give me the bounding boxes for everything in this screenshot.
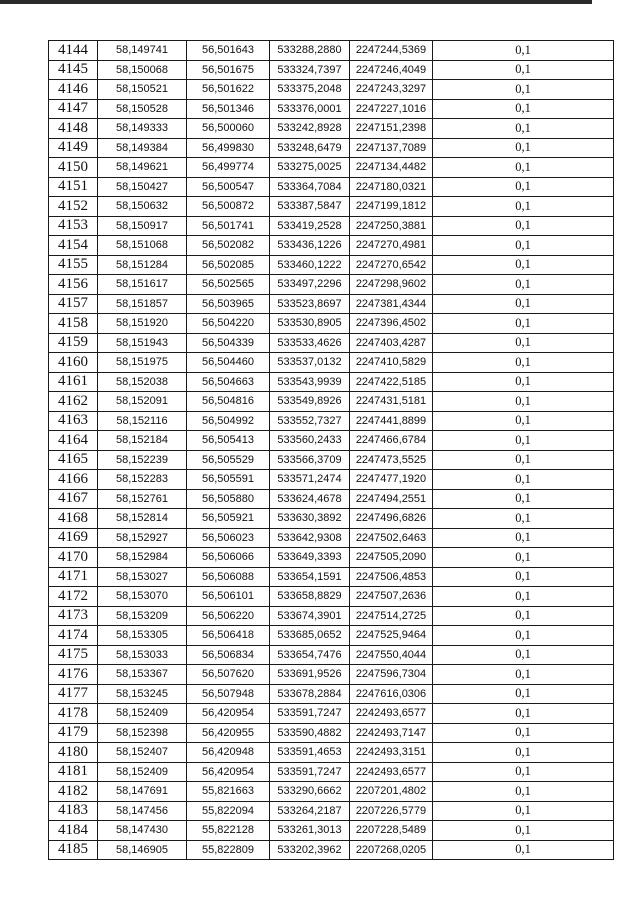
latitude-cell: 58,153027 bbox=[98, 567, 187, 587]
longitude-cell: 56,505921 bbox=[187, 509, 270, 529]
point-number-cell: 4167 bbox=[49, 489, 98, 509]
point-number-cell: 4162 bbox=[49, 392, 98, 412]
latitude-cell: 58,151284 bbox=[98, 255, 187, 275]
accuracy-cell: 0,1 bbox=[433, 782, 614, 802]
accuracy-cell: 0,1 bbox=[433, 743, 614, 763]
longitude-cell: 56,504460 bbox=[187, 353, 270, 373]
y-coordinate-cell: 2207201,4802 bbox=[350, 782, 433, 802]
table-row bbox=[49, 158, 614, 178]
latitude-cell: 58,147456 bbox=[98, 801, 187, 821]
y-coordinate-cell: 2247494,2551 bbox=[350, 489, 433, 509]
table-row bbox=[49, 314, 614, 334]
accuracy-cell: 0,1 bbox=[433, 528, 614, 548]
x-coordinate-cell: 533649,3393 bbox=[270, 548, 350, 568]
y-coordinate-cell: 2242493,6577 bbox=[350, 704, 433, 724]
x-coordinate-cell: 533261,3013 bbox=[270, 821, 350, 841]
table-row bbox=[49, 294, 614, 314]
longitude-cell: 56,420948 bbox=[187, 743, 270, 763]
x-coordinate-cell: 533566,3709 bbox=[270, 450, 350, 470]
table-row bbox=[49, 99, 614, 119]
y-coordinate-cell: 2242493,3151 bbox=[350, 743, 433, 763]
y-coordinate-cell: 2207268,0205 bbox=[350, 840, 433, 860]
longitude-cell: 56,420955 bbox=[187, 723, 270, 743]
longitude-cell: 56,500547 bbox=[187, 177, 270, 197]
latitude-cell: 58,147691 bbox=[98, 782, 187, 802]
coordinates-table bbox=[48, 40, 614, 860]
table-row bbox=[49, 684, 614, 704]
coordinates-table-body bbox=[49, 41, 614, 860]
point-number-cell: 4181 bbox=[49, 762, 98, 782]
x-coordinate-cell: 533685,0652 bbox=[270, 626, 350, 646]
y-coordinate-cell: 2207226,5779 bbox=[350, 801, 433, 821]
point-number-cell: 4175 bbox=[49, 645, 98, 665]
y-coordinate-cell: 2247227,1016 bbox=[350, 99, 433, 119]
y-coordinate-cell: 2247422,5185 bbox=[350, 372, 433, 392]
point-number-cell: 4165 bbox=[49, 450, 98, 470]
point-number-cell: 4166 bbox=[49, 470, 98, 490]
point-number-cell: 4184 bbox=[49, 821, 98, 841]
accuracy-cell: 0,1 bbox=[433, 275, 614, 295]
latitude-cell: 58,152409 bbox=[98, 762, 187, 782]
x-coordinate-cell: 533248,6479 bbox=[270, 138, 350, 158]
longitude-cell: 56,506418 bbox=[187, 626, 270, 646]
longitude-cell: 56,504220 bbox=[187, 314, 270, 334]
x-coordinate-cell: 533537,0132 bbox=[270, 353, 350, 373]
x-coordinate-cell: 533691,9526 bbox=[270, 665, 350, 685]
latitude-cell: 58,153245 bbox=[98, 684, 187, 704]
x-coordinate-cell: 533436,1226 bbox=[270, 236, 350, 256]
y-coordinate-cell: 2247505,2090 bbox=[350, 548, 433, 568]
accuracy-cell: 0,1 bbox=[433, 60, 614, 80]
x-coordinate-cell: 533202,3962 bbox=[270, 840, 350, 860]
longitude-cell: 56,506220 bbox=[187, 606, 270, 626]
latitude-cell: 58,150521 bbox=[98, 80, 187, 100]
point-number-cell: 4161 bbox=[49, 372, 98, 392]
accuracy-cell: 0,1 bbox=[433, 372, 614, 392]
latitude-cell: 58,149621 bbox=[98, 158, 187, 178]
top-border-line bbox=[0, 0, 592, 4]
point-number-cell: 4151 bbox=[49, 177, 98, 197]
point-number-cell: 4177 bbox=[49, 684, 98, 704]
x-coordinate-cell: 533591,4653 bbox=[270, 743, 350, 763]
x-coordinate-cell: 533674,3901 bbox=[270, 606, 350, 626]
y-coordinate-cell: 2247514,2725 bbox=[350, 606, 433, 626]
table-row bbox=[49, 216, 614, 236]
point-number-cell: 4159 bbox=[49, 333, 98, 353]
longitude-cell: 56,506088 bbox=[187, 567, 270, 587]
latitude-cell: 58,153305 bbox=[98, 626, 187, 646]
x-coordinate-cell: 533630,3892 bbox=[270, 509, 350, 529]
y-coordinate-cell: 2247243,3297 bbox=[350, 80, 433, 100]
table-row bbox=[49, 528, 614, 548]
point-number-cell: 4156 bbox=[49, 275, 98, 295]
accuracy-cell: 0,1 bbox=[433, 294, 614, 314]
x-coordinate-cell: 533654,7476 bbox=[270, 645, 350, 665]
accuracy-cell: 0,1 bbox=[433, 704, 614, 724]
y-coordinate-cell: 2247250,3881 bbox=[350, 216, 433, 236]
accuracy-cell: 0,1 bbox=[433, 431, 614, 451]
longitude-cell: 56,500060 bbox=[187, 119, 270, 139]
latitude-cell: 58,151975 bbox=[98, 353, 187, 373]
point-number-cell: 4171 bbox=[49, 567, 98, 587]
longitude-cell: 56,502082 bbox=[187, 236, 270, 256]
point-number-cell: 4178 bbox=[49, 704, 98, 724]
table-row bbox=[49, 821, 614, 841]
latitude-cell: 58,149333 bbox=[98, 119, 187, 139]
point-number-cell: 4179 bbox=[49, 723, 98, 743]
table-row bbox=[49, 177, 614, 197]
point-number-cell: 4148 bbox=[49, 119, 98, 139]
y-coordinate-cell: 2242493,6577 bbox=[350, 762, 433, 782]
longitude-cell: 56,501622 bbox=[187, 80, 270, 100]
table-row bbox=[49, 840, 614, 860]
x-coordinate-cell: 533523,8697 bbox=[270, 294, 350, 314]
accuracy-cell: 0,1 bbox=[433, 314, 614, 334]
table-row bbox=[49, 723, 614, 743]
x-coordinate-cell: 533549,8926 bbox=[270, 392, 350, 412]
point-number-cell: 4158 bbox=[49, 314, 98, 334]
y-coordinate-cell: 2247473,5525 bbox=[350, 450, 433, 470]
table-row bbox=[49, 665, 614, 685]
y-coordinate-cell: 2247410,5829 bbox=[350, 353, 433, 373]
table-row bbox=[49, 645, 614, 665]
accuracy-cell: 0,1 bbox=[433, 723, 614, 743]
latitude-cell: 58,151617 bbox=[98, 275, 187, 295]
longitude-cell: 56,505880 bbox=[187, 489, 270, 509]
accuracy-cell: 0,1 bbox=[433, 762, 614, 782]
point-number-cell: 4168 bbox=[49, 509, 98, 529]
x-coordinate-cell: 533642,9308 bbox=[270, 528, 350, 548]
y-coordinate-cell: 2247431,5181 bbox=[350, 392, 433, 412]
point-number-cell: 4154 bbox=[49, 236, 98, 256]
accuracy-cell: 0,1 bbox=[433, 177, 614, 197]
latitude-cell: 58,147430 bbox=[98, 821, 187, 841]
accuracy-cell: 0,1 bbox=[433, 821, 614, 841]
point-number-cell: 4157 bbox=[49, 294, 98, 314]
point-number-cell: 4164 bbox=[49, 431, 98, 451]
table-row bbox=[49, 606, 614, 626]
longitude-cell: 56,420954 bbox=[187, 762, 270, 782]
longitude-cell: 55,821663 bbox=[187, 782, 270, 802]
x-coordinate-cell: 533591,7247 bbox=[270, 704, 350, 724]
y-coordinate-cell: 2247496,6826 bbox=[350, 509, 433, 529]
latitude-cell: 58,152409 bbox=[98, 704, 187, 724]
x-coordinate-cell: 533264,2187 bbox=[270, 801, 350, 821]
latitude-cell: 58,150917 bbox=[98, 216, 187, 236]
point-number-cell: 4160 bbox=[49, 353, 98, 373]
accuracy-cell: 0,1 bbox=[433, 255, 614, 275]
y-coordinate-cell: 2247396,4502 bbox=[350, 314, 433, 334]
table-row bbox=[49, 41, 614, 61]
table-row bbox=[49, 138, 614, 158]
x-coordinate-cell: 533654,1591 bbox=[270, 567, 350, 587]
table-row bbox=[49, 60, 614, 80]
accuracy-cell: 0,1 bbox=[433, 353, 614, 373]
x-coordinate-cell: 533543,9939 bbox=[270, 372, 350, 392]
longitude-cell: 56,506834 bbox=[187, 645, 270, 665]
table-row bbox=[49, 431, 614, 451]
point-number-cell: 4153 bbox=[49, 216, 98, 236]
accuracy-cell: 0,1 bbox=[433, 626, 614, 646]
latitude-cell: 58,152814 bbox=[98, 509, 187, 529]
y-coordinate-cell: 2247199,1812 bbox=[350, 197, 433, 217]
accuracy-cell: 0,1 bbox=[433, 567, 614, 587]
table-row bbox=[49, 743, 614, 763]
y-coordinate-cell: 2247298,9602 bbox=[350, 275, 433, 295]
y-coordinate-cell: 2247596,7304 bbox=[350, 665, 433, 685]
y-coordinate-cell: 2247381,4344 bbox=[350, 294, 433, 314]
y-coordinate-cell: 2242493,7147 bbox=[350, 723, 433, 743]
x-coordinate-cell: 533571,2474 bbox=[270, 470, 350, 490]
latitude-cell: 58,146905 bbox=[98, 840, 187, 860]
table-row bbox=[49, 119, 614, 139]
latitude-cell: 58,153367 bbox=[98, 665, 187, 685]
latitude-cell: 58,150632 bbox=[98, 197, 187, 217]
table-row bbox=[49, 275, 614, 295]
longitude-cell: 56,420954 bbox=[187, 704, 270, 724]
latitude-cell: 58,153033 bbox=[98, 645, 187, 665]
accuracy-cell: 0,1 bbox=[433, 645, 614, 665]
table-row bbox=[49, 333, 614, 353]
point-number-cell: 4169 bbox=[49, 528, 98, 548]
point-number-cell: 4149 bbox=[49, 138, 98, 158]
accuracy-cell: 0,1 bbox=[433, 548, 614, 568]
longitude-cell: 55,822809 bbox=[187, 840, 270, 860]
accuracy-cell: 0,1 bbox=[433, 489, 614, 509]
x-coordinate-cell: 533324,7397 bbox=[270, 60, 350, 80]
y-coordinate-cell: 2247134,4482 bbox=[350, 158, 433, 178]
x-coordinate-cell: 533591,7247 bbox=[270, 762, 350, 782]
accuracy-cell: 0,1 bbox=[433, 509, 614, 529]
table-row bbox=[49, 762, 614, 782]
point-number-cell: 4180 bbox=[49, 743, 98, 763]
latitude-cell: 58,152091 bbox=[98, 392, 187, 412]
accuracy-cell: 0,1 bbox=[433, 236, 614, 256]
x-coordinate-cell: 533376,0001 bbox=[270, 99, 350, 119]
x-coordinate-cell: 533552,7327 bbox=[270, 411, 350, 431]
y-coordinate-cell: 2207228,5489 bbox=[350, 821, 433, 841]
accuracy-cell: 0,1 bbox=[433, 333, 614, 353]
y-coordinate-cell: 2247403,4287 bbox=[350, 333, 433, 353]
table-row bbox=[49, 587, 614, 607]
x-coordinate-cell: 533590,4882 bbox=[270, 723, 350, 743]
x-coordinate-cell: 533290,6662 bbox=[270, 782, 350, 802]
x-coordinate-cell: 533497,2296 bbox=[270, 275, 350, 295]
longitude-cell: 56,504339 bbox=[187, 333, 270, 353]
longitude-cell: 56,502085 bbox=[187, 255, 270, 275]
latitude-cell: 58,152407 bbox=[98, 743, 187, 763]
table-row bbox=[49, 509, 614, 529]
accuracy-cell: 0,1 bbox=[433, 470, 614, 490]
longitude-cell: 56,504992 bbox=[187, 411, 270, 431]
x-coordinate-cell: 533533,4626 bbox=[270, 333, 350, 353]
point-number-cell: 4147 bbox=[49, 99, 98, 119]
longitude-cell: 56,499830 bbox=[187, 138, 270, 158]
y-coordinate-cell: 2247616,0306 bbox=[350, 684, 433, 704]
table-row bbox=[49, 255, 614, 275]
latitude-cell: 58,152283 bbox=[98, 470, 187, 490]
latitude-cell: 58,152398 bbox=[98, 723, 187, 743]
y-coordinate-cell: 2247270,4981 bbox=[350, 236, 433, 256]
latitude-cell: 58,150068 bbox=[98, 60, 187, 80]
y-coordinate-cell: 2247270,6542 bbox=[350, 255, 433, 275]
latitude-cell: 58,150427 bbox=[98, 177, 187, 197]
x-coordinate-cell: 533678,2884 bbox=[270, 684, 350, 704]
table-row bbox=[49, 470, 614, 490]
y-coordinate-cell: 2247151,2398 bbox=[350, 119, 433, 139]
x-coordinate-cell: 533460,1222 bbox=[270, 255, 350, 275]
table-row bbox=[49, 567, 614, 587]
longitude-cell: 56,505529 bbox=[187, 450, 270, 470]
latitude-cell: 58,151920 bbox=[98, 314, 187, 334]
y-coordinate-cell: 2247502,6463 bbox=[350, 528, 433, 548]
table-row bbox=[49, 782, 614, 802]
y-coordinate-cell: 2247137,7089 bbox=[350, 138, 433, 158]
latitude-cell: 58,149384 bbox=[98, 138, 187, 158]
table-row bbox=[49, 704, 614, 724]
table-row bbox=[49, 801, 614, 821]
y-coordinate-cell: 2247525,9464 bbox=[350, 626, 433, 646]
table-row bbox=[49, 80, 614, 100]
latitude-cell: 58,152761 bbox=[98, 489, 187, 509]
table-row bbox=[49, 548, 614, 568]
x-coordinate-cell: 533275,0025 bbox=[270, 158, 350, 178]
x-coordinate-cell: 533530,8905 bbox=[270, 314, 350, 334]
point-number-cell: 4163 bbox=[49, 411, 98, 431]
longitude-cell: 56,505591 bbox=[187, 470, 270, 490]
table-row bbox=[49, 450, 614, 470]
accuracy-cell: 0,1 bbox=[433, 138, 614, 158]
latitude-cell: 58,152927 bbox=[98, 528, 187, 548]
accuracy-cell: 0,1 bbox=[433, 41, 614, 61]
point-number-cell: 4152 bbox=[49, 197, 98, 217]
x-coordinate-cell: 533288,2880 bbox=[270, 41, 350, 61]
latitude-cell: 58,149741 bbox=[98, 41, 187, 61]
accuracy-cell: 0,1 bbox=[433, 216, 614, 236]
table-row bbox=[49, 236, 614, 256]
latitude-cell: 58,152239 bbox=[98, 450, 187, 470]
point-number-cell: 4150 bbox=[49, 158, 98, 178]
accuracy-cell: 0,1 bbox=[433, 119, 614, 139]
accuracy-cell: 0,1 bbox=[433, 840, 614, 860]
latitude-cell: 58,152184 bbox=[98, 431, 187, 451]
longitude-cell: 56,499774 bbox=[187, 158, 270, 178]
y-coordinate-cell: 2247466,6784 bbox=[350, 431, 433, 451]
table-row bbox=[49, 392, 614, 412]
table-row bbox=[49, 411, 614, 431]
point-number-cell: 4185 bbox=[49, 840, 98, 860]
latitude-cell: 58,151068 bbox=[98, 236, 187, 256]
table-row bbox=[49, 197, 614, 217]
y-coordinate-cell: 2247477,1920 bbox=[350, 470, 433, 490]
latitude-cell: 58,151943 bbox=[98, 333, 187, 353]
accuracy-cell: 0,1 bbox=[433, 587, 614, 607]
latitude-cell: 58,151857 bbox=[98, 294, 187, 314]
y-coordinate-cell: 2247506,4853 bbox=[350, 567, 433, 587]
accuracy-cell: 0,1 bbox=[433, 99, 614, 119]
accuracy-cell: 0,1 bbox=[433, 197, 614, 217]
point-number-cell: 4172 bbox=[49, 587, 98, 607]
x-coordinate-cell: 533375,2048 bbox=[270, 80, 350, 100]
y-coordinate-cell: 2247244,5369 bbox=[350, 41, 433, 61]
y-coordinate-cell: 2247246,4049 bbox=[350, 60, 433, 80]
longitude-cell: 55,822128 bbox=[187, 821, 270, 841]
longitude-cell: 56,501741 bbox=[187, 216, 270, 236]
point-number-cell: 4176 bbox=[49, 665, 98, 685]
accuracy-cell: 0,1 bbox=[433, 80, 614, 100]
latitude-cell: 58,152984 bbox=[98, 548, 187, 568]
table-row bbox=[49, 626, 614, 646]
longitude-cell: 56,501675 bbox=[187, 60, 270, 80]
point-number-cell: 4182 bbox=[49, 782, 98, 802]
longitude-cell: 56,506101 bbox=[187, 587, 270, 607]
longitude-cell: 56,506066 bbox=[187, 548, 270, 568]
point-number-cell: 4170 bbox=[49, 548, 98, 568]
point-number-cell: 4155 bbox=[49, 255, 98, 275]
table-row bbox=[49, 372, 614, 392]
longitude-cell: 56,502565 bbox=[187, 275, 270, 295]
point-number-cell: 4183 bbox=[49, 801, 98, 821]
x-coordinate-cell: 533242,8928 bbox=[270, 119, 350, 139]
point-number-cell: 4145 bbox=[49, 60, 98, 80]
y-coordinate-cell: 2247180,0321 bbox=[350, 177, 433, 197]
longitude-cell: 56,507948 bbox=[187, 684, 270, 704]
accuracy-cell: 0,1 bbox=[433, 684, 614, 704]
accuracy-cell: 0,1 bbox=[433, 392, 614, 412]
x-coordinate-cell: 533658,8829 bbox=[270, 587, 350, 607]
longitude-cell: 56,501643 bbox=[187, 41, 270, 61]
latitude-cell: 58,152116 bbox=[98, 411, 187, 431]
latitude-cell: 58,152038 bbox=[98, 372, 187, 392]
longitude-cell: 56,503965 bbox=[187, 294, 270, 314]
accuracy-cell: 0,1 bbox=[433, 606, 614, 626]
latitude-cell: 58,153209 bbox=[98, 606, 187, 626]
point-number-cell: 4173 bbox=[49, 606, 98, 626]
longitude-cell: 56,501346 bbox=[187, 99, 270, 119]
longitude-cell: 56,504663 bbox=[187, 372, 270, 392]
table-row bbox=[49, 489, 614, 509]
point-number-cell: 4146 bbox=[49, 80, 98, 100]
longitude-cell: 56,500872 bbox=[187, 197, 270, 217]
point-number-cell: 4144 bbox=[49, 41, 98, 61]
y-coordinate-cell: 2247441,8899 bbox=[350, 411, 433, 431]
latitude-cell: 58,150528 bbox=[98, 99, 187, 119]
longitude-cell: 56,506023 bbox=[187, 528, 270, 548]
y-coordinate-cell: 2247507,2636 bbox=[350, 587, 433, 607]
accuracy-cell: 0,1 bbox=[433, 450, 614, 470]
x-coordinate-cell: 533560,2433 bbox=[270, 431, 350, 451]
latitude-cell: 58,153070 bbox=[98, 587, 187, 607]
x-coordinate-cell: 533364,7084 bbox=[270, 177, 350, 197]
x-coordinate-cell: 533419,2528 bbox=[270, 216, 350, 236]
longitude-cell: 56,507620 bbox=[187, 665, 270, 685]
accuracy-cell: 0,1 bbox=[433, 158, 614, 178]
accuracy-cell: 0,1 bbox=[433, 801, 614, 821]
longitude-cell: 55,822094 bbox=[187, 801, 270, 821]
x-coordinate-cell: 533387,5847 bbox=[270, 197, 350, 217]
longitude-cell: 56,505413 bbox=[187, 431, 270, 451]
x-coordinate-cell: 533624,4678 bbox=[270, 489, 350, 509]
longitude-cell: 56,504816 bbox=[187, 392, 270, 412]
accuracy-cell: 0,1 bbox=[433, 411, 614, 431]
table-row bbox=[49, 353, 614, 373]
y-coordinate-cell: 2247550,4044 bbox=[350, 645, 433, 665]
accuracy-cell: 0,1 bbox=[433, 665, 614, 685]
point-number-cell: 4174 bbox=[49, 626, 98, 646]
